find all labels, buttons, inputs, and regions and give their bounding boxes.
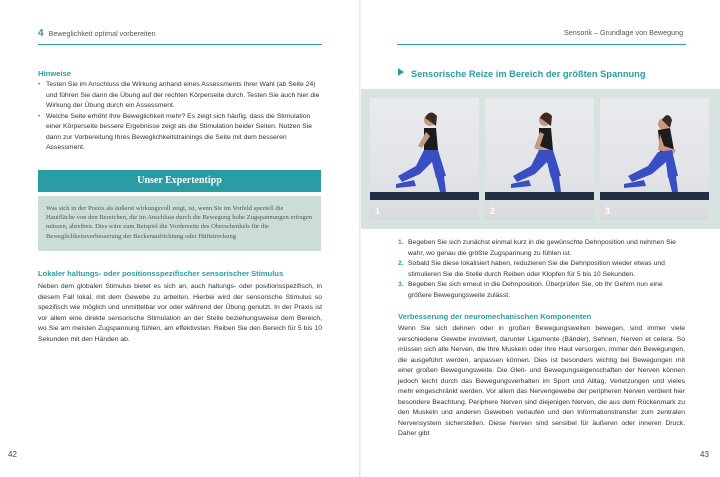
step-text: Begeben Sie sich erneut in die Dehnposition. Überprüfen Sie, ob Ihr Gehirn nun eine größere Bewegungsweite zulässt. [408, 281, 663, 299]
book-gutter [359, 0, 361, 477]
expert-tip-text: Was sich in der Praxis als äußerst wirkungsvoll zeigt, ist, wenn Sie im Vorfeld speziell die Hautfläche von den Bereichen, die im Anschluss durch die Bewegung hohe Zugspannungen ertragen müssen, abreiben. Dies wäre zum Beispiel die Vorderseite des Oberschenkels für die Beweglichkeitsverbesserung der Beckenaufrichtung oder Hüftstreckung [38, 196, 321, 251]
photo-label: 2 [490, 206, 496, 216]
exercise-photo-1 [370, 98, 479, 220]
triangle-bullet-icon [398, 68, 404, 76]
photo-label: 1 [375, 206, 381, 216]
running-header-left [38, 28, 156, 39]
lunge-figure-icon [485, 98, 594, 220]
photo-label: 3 [605, 206, 611, 216]
list-item [398, 280, 685, 301]
header-divider-right [397, 44, 686, 45]
running-header-right: Sensorik – Grundlage von Bewegung [564, 28, 684, 37]
expert-tip-heading: Unser Expertentipp [38, 170, 321, 192]
header-divider [38, 44, 322, 45]
section-body: Neben dem globalen Stimulus bietet es sich an, auch haltungs- oder positionsspezifisch, in diesem Fall lokal, mit dem Gewebe zu arbeiten. Hierbei wird der sensorische Stimulus so spezifisch wie möglich und unmittelbar vor oder während der Übung genutzt. In der Praxis ist vor allem eine direkte sensorische Stimulation an der Stelle beziehungsweise dem Bereich, wo Sie am meisten Zugspannung fühlen, am effektivsten. Reiben Sie den Bereich für 5 bis 10 Sekunden mit den Händen ab. [38, 283, 322, 343]
section-heading: Lokaler haltungs- oder positionsspezifischer sensorischer Stimulus [38, 269, 284, 278]
step-number: 2. [398, 260, 404, 267]
page-number-right: 43 [700, 450, 709, 459]
list-item: • Testen Sie im Anschluss die Wirkung anhand eines Assessments Ihrer Wahl (ab Seite 24) und führen Sie dann die Übung auf der rechten Körperseite durch. Testen Sie auch hier die Wirkung der Übung durch ein Assessment. [38, 80, 322, 112]
exercise-photo-2 [485, 98, 594, 220]
step-number: 3. [398, 281, 404, 288]
subsection-body: Wenn Sie sich dehnen oder in großen Bewegungsweiten bewegen, sind immer viele verschiedene Gewebe involviert, darunter Ligamente (Bänder), Sehnen, Nerven et cetera. So müssen sich alle Nerven, die Ihre Muskeln oder Ihre Haut versorgen, immer den Bewegungen, die ausgeführt werden, anpassen können. Dies ist besonders wichtig bei Bewegungen mit einer großen Bewegungsweite. Die Gleit- und Bewegungseigenschaften der Nerven können jedoch leicht durch das Bewegungsverhalten im Sport und Alltag, Verletzungen und vieles mehr eingeschränkt werden. Vor allem das Nervengewebe der peripheren Nerven verdient hier besondere Beachtung. Periphere Nerven sind diejenigen Nerven, die aus dem Rückenmark zu den Muskeln und anderen Geweben verlaufen und den Informationstransfer zum zentralen Nervensystem sicherstellen. Diese Nerven sind sensibel für äußeren oder inneren Druck. Daher gibt [398, 325, 685, 437]
list-item [398, 259, 685, 280]
step-list [398, 238, 685, 301]
step-text: Sobald Sie diese lokalisiert haben, reduzieren Sie die Dehnposition wieder etwas und stimulieren Sie die Stelle durch Reiben oder Klopfen für 5 bis 10 Sekunden. [408, 260, 665, 278]
list-item [398, 238, 685, 259]
lunge-figure-icon [370, 98, 479, 220]
step-text: Begeben Sie sich zunächst einmal kurz in die gewünschte Dehnposition und nehmen Sie wahr, wo genau die größte Zugspannung zu fühlen ist. [408, 239, 676, 257]
lunge-figure-icon [600, 98, 709, 220]
exercise-photo-3 [600, 98, 709, 220]
list-item: • Welche Seite erhöht Ihre Beweglichkeit mehr? Es zeigt sich häufig, dass die Stimulation einer Körperseite bessere Ergebnisse zeigt als die Stimulation beider Seiten. Nutzen Sie dann zur Vorbereitung Ihres Beweglichkeitstrainings die Seite mit dem besseren Assessment. [38, 112, 322, 154]
hinweise-heading: Hinweise [38, 69, 71, 78]
subsection-heading: Verbesserung der neuromechanischen Komponenten [398, 312, 592, 321]
section-title-text: Sensorische Reize im Bereich der größten Spannung [411, 69, 646, 79]
step-number: 1. [398, 239, 404, 246]
hinweise-list [38, 80, 322, 154]
chapter-number: 4 [38, 28, 44, 39]
section-title-right [398, 68, 646, 79]
page-number-left: 42 [8, 450, 17, 459]
chapter-title: Beweglichkeit optimal vorbereiten [48, 29, 156, 38]
